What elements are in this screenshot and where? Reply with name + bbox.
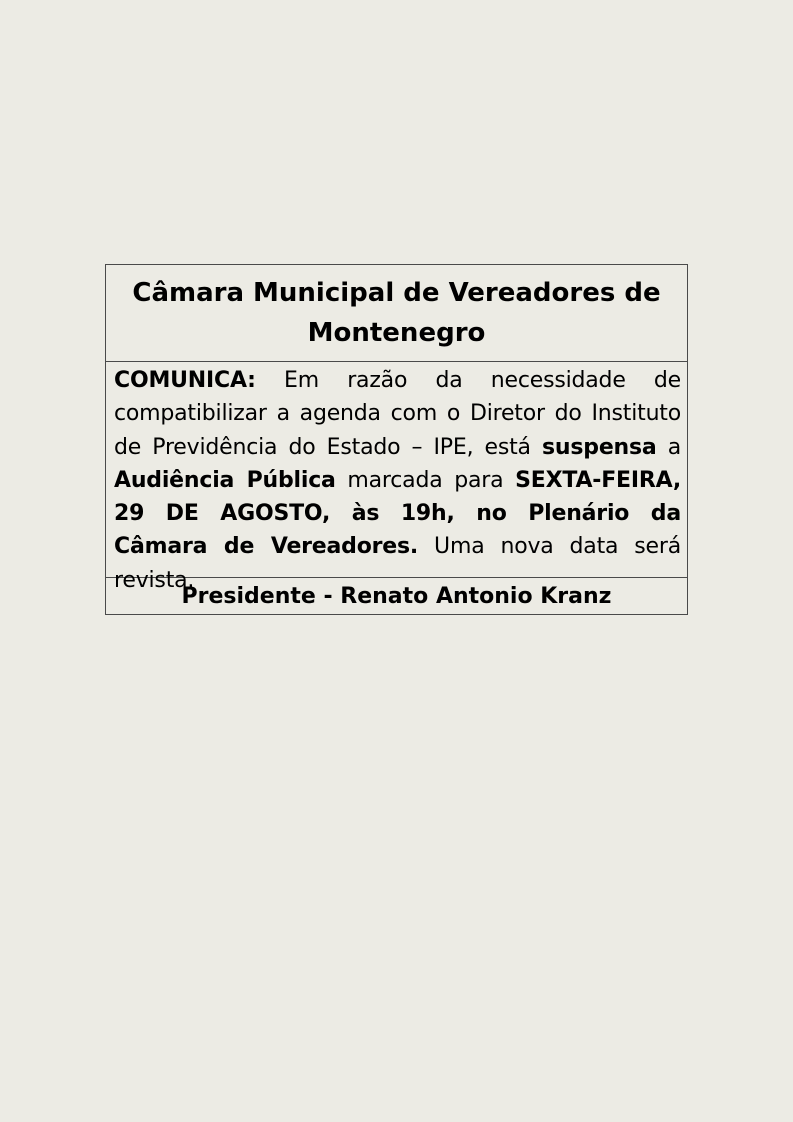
notice-footer: Presidente - Renato Antonio Kranz	[181, 583, 612, 609]
body-text-3: marcada para	[335, 467, 516, 493]
body-text-1: Em razão da necessidade de compatibilizar a agenda com o Diretor do Instituto de Previdência do Estado – IPE, está	[114, 368, 681, 460]
comunica-label: COMUNICA:	[114, 368, 256, 393]
audiencia-text: Audiência Pública	[114, 467, 336, 493]
body-text-4: Uma nova data será revista.	[114, 534, 681, 593]
notice-box	[105, 264, 688, 615]
date-place-text: SEXTA-FEIRA, 29 DE AGOSTO, às 19h, no Plenário da Câmara de Vereadores.	[114, 467, 681, 560]
suspensa-text: suspensa	[542, 434, 657, 460]
notice-body	[106, 362, 687, 593]
notice-header	[106, 265, 687, 362]
body-text-2: a	[656, 434, 681, 460]
notice-title: Câmara Municipal de Vereadores de Montenegro	[132, 278, 661, 348]
